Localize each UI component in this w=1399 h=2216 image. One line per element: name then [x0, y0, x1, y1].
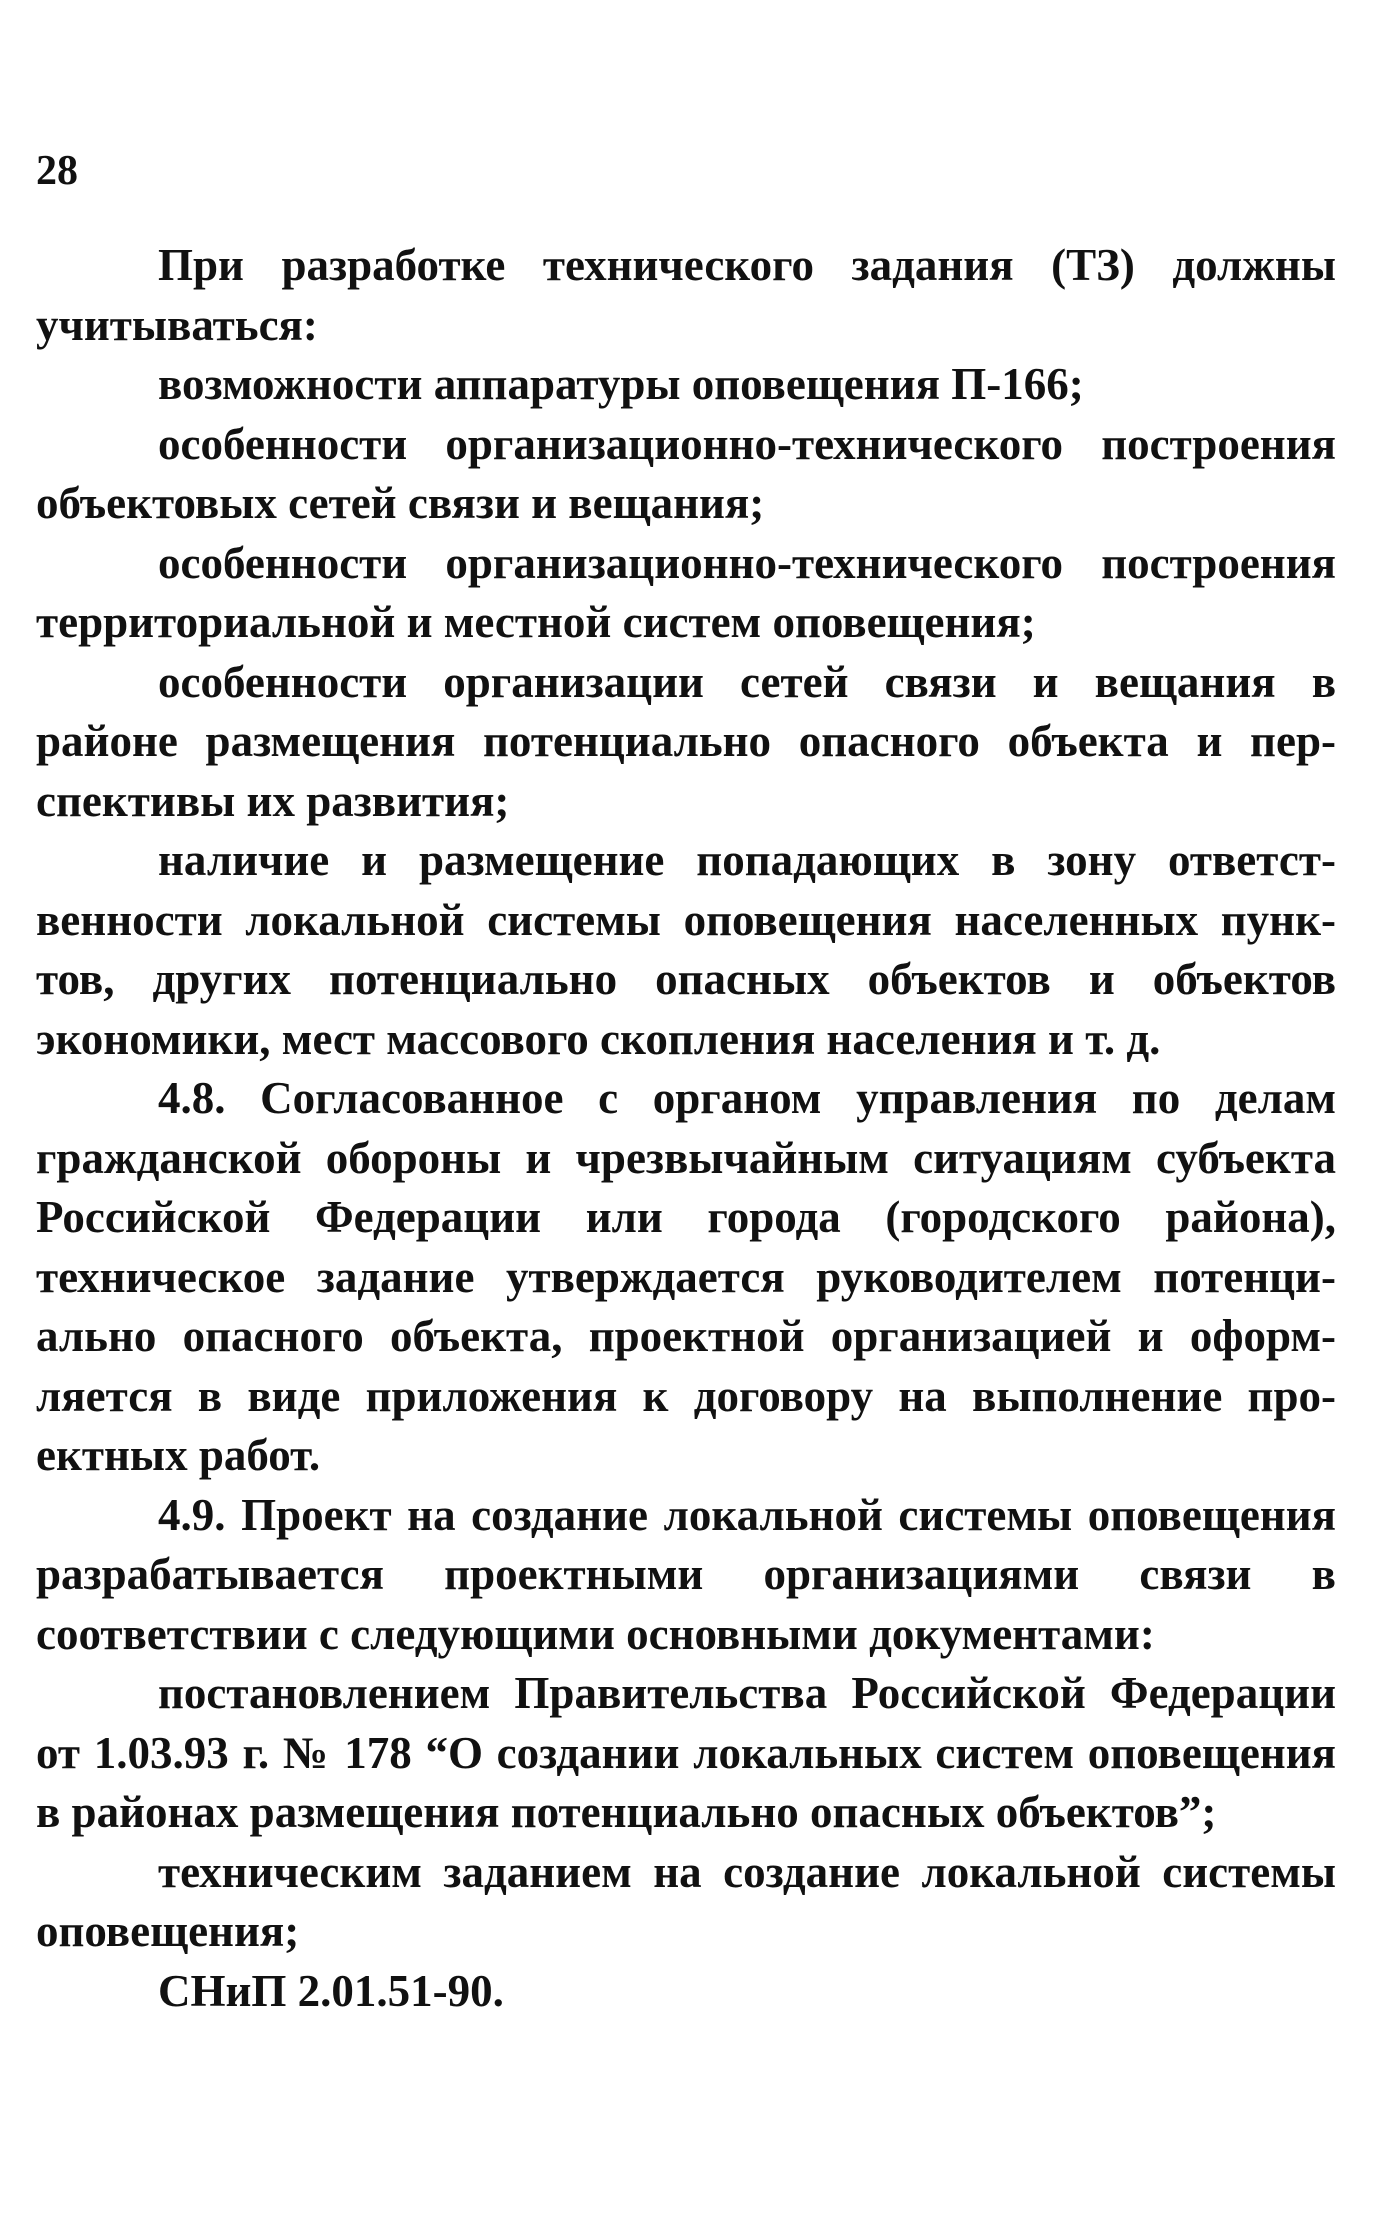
paragraph-network-organization: особенности организации сетей связи и вещания в районе размещения потенциально опасного объекта и перспективы их развития;	[36, 656, 1336, 826]
paragraph-p166: возможности аппаратуры оповещения П-166;	[158, 359, 1084, 409]
paragraph-object-networks: особенности организационно-технического построения объектовых сетей связи и вещания;	[36, 418, 1336, 528]
paragraph-snip: СНиП 2.01.51-90.	[158, 1965, 504, 2016]
paragraph-government-decree: постановлением Правительства Российской Федерации от 1.03.93 г. № 178 “О создании локальных систем оповещения в районах размещения потенциально опасных объектов”;	[36, 1668, 1336, 1837]
paragraph-section-4-9: 4.9. Проект на создание локальной системы оповещения разрабатывается проектными организациями связи в соответствии с следующими основными документами:	[36, 1489, 1336, 1659]
paragraph-section-4-8: 4.8. Согласованное с органом управления по делам гражданской обороны и чрезвычайным ситуациям субъекта Российской Федерации или города (городского района), техническое задание утверждается руководителем потенциально опасного объекта, проектной организацией и оформляется в виде приложения к договору на выполнение проектных работ.	[36, 1073, 1336, 1480]
paragraph-tz-intro: При разработке технического задания (ТЗ) должны учитываться:	[36, 240, 1336, 350]
document-page	[36, 150, 1336, 2021]
page-number: 28	[36, 148, 78, 194]
paragraph-settlements: наличие и размещение попадающих в зону ответственности локальной системы оповещения населенных пунктов, других потенциально опасных объектов и объектов экономики, мест массового скопления населения и т. д.	[36, 835, 1336, 1064]
paragraph-technical-task: техническим заданием на создание локальной системы оповещения;	[36, 1846, 1336, 1956]
paragraph-territorial-systems: особенности организационно-технического построения территориальной и местной систем оповещения;	[36, 537, 1336, 647]
